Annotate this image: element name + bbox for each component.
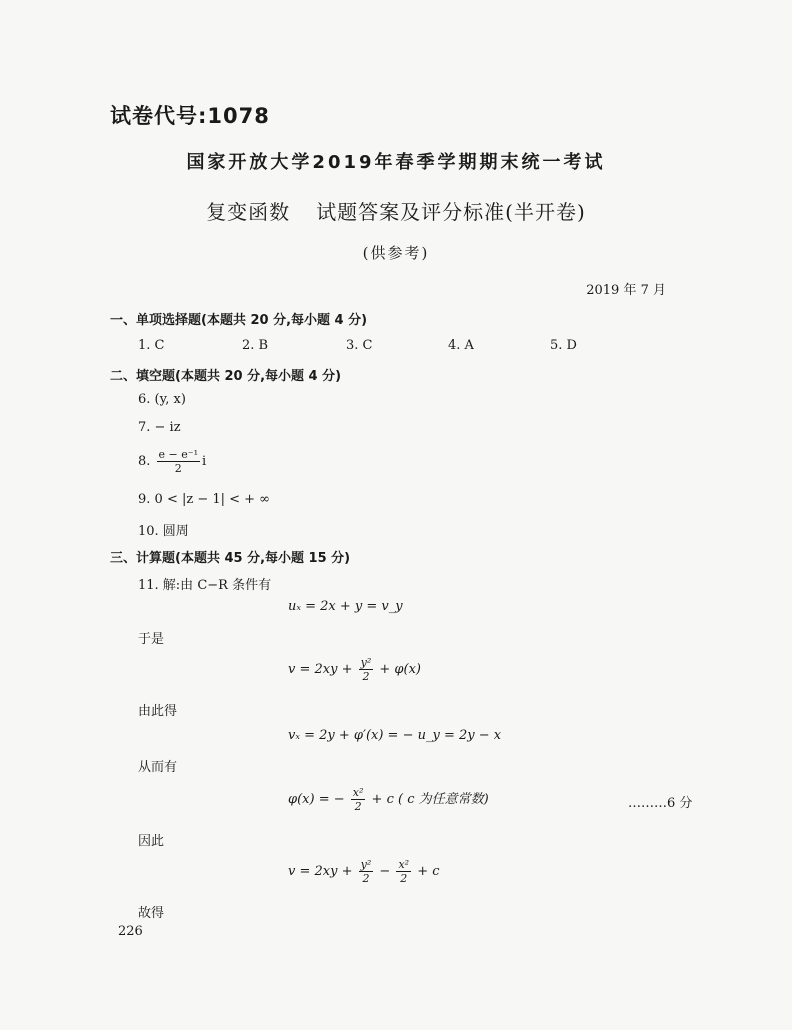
answer-8-label: 8. [138, 454, 151, 469]
answer-8 [138, 448, 206, 475]
equation-5-right: + c [417, 864, 440, 879]
answer-2: 2. B [242, 338, 269, 353]
fraction-denominator: 2 [174, 462, 182, 475]
equation-4-fraction [351, 786, 366, 813]
equation-4 [288, 786, 489, 813]
equation-2-left: v = 2xy + [288, 662, 353, 677]
answer-4: 4. A [448, 338, 474, 353]
text-yushi: 于是 [138, 632, 165, 647]
answer-9: 9. 0 < |z − 1| < + ∞ [138, 492, 271, 507]
equation-5-fraction-1 [359, 858, 374, 885]
equation-5-left: v = 2xy + [288, 864, 353, 879]
equation-3: vₓ = 2y + φ′(x) = − u_y = 2y − x [288, 728, 502, 743]
exam-code: 试卷代号:1078 [110, 104, 270, 128]
text-congeryou: 从而有 [138, 760, 178, 775]
fraction-denominator: 2 [362, 670, 370, 683]
fraction-numerator: y² [360, 858, 372, 871]
equation-1: uₓ = 2x + y = v_y [288, 599, 403, 614]
exam-title: 国家开放大学2019年春季学期期末统一考试 [186, 152, 606, 173]
reference-note: (供参考) [362, 244, 430, 262]
equation-5 [288, 858, 440, 885]
equation-4-right: + c ( c 为任意常数) [371, 792, 489, 807]
document-subtitle: 试题答案及评分标准(半开卷) [316, 200, 586, 224]
equation-4-left: φ(x) = − [288, 792, 345, 807]
answer-6: 6. (y, x) [138, 392, 186, 407]
equation-5-minus: − [379, 864, 391, 879]
fraction-denominator: 2 [400, 872, 408, 885]
fraction-numerator: x² [352, 786, 364, 799]
fraction-numerator: e − e⁻¹ [158, 448, 198, 461]
answer-5: 5. D [550, 338, 577, 353]
fraction-numerator: x² [398, 858, 410, 871]
score-note: ………6 分 [628, 796, 693, 811]
fraction-denominator: 2 [362, 872, 370, 885]
section-1-heading: 一、单项选择题(本题共 20 分,每小题 4 分) [110, 313, 368, 328]
equation-2-fraction [359, 656, 374, 683]
equation-2 [288, 656, 421, 683]
document-title [0, 196, 792, 225]
equation-2-right: + φ(x) [379, 662, 421, 677]
date: 2019 年 7 月 [586, 283, 666, 298]
equation-5-fraction-2 [396, 858, 411, 885]
course-name: 复变函数 [206, 200, 291, 224]
page-number: 226 [118, 924, 143, 939]
answer-11-intro: 11. 解:由 C−R 条件有 [138, 578, 272, 593]
text-youci: 由此得 [138, 704, 178, 719]
answer-3: 3. C [346, 338, 373, 353]
answer-7: 7. − iz [138, 420, 181, 435]
answer-10: 10. 圆周 [138, 524, 189, 539]
fraction-denominator: 2 [354, 800, 362, 813]
answer-8-tail: i [202, 454, 207, 469]
text-yinci: 因此 [138, 834, 165, 849]
fraction-numerator: y² [360, 656, 372, 669]
answer-1: 1. C [138, 338, 165, 353]
section-2-heading: 二、填空题(本题共 20 分,每小题 4 分) [110, 369, 342, 384]
answer-8-fraction [157, 448, 200, 475]
text-gude: 故得 [138, 906, 165, 921]
section-3-heading: 三、计算题(本题共 45 分,每小题 15 分) [110, 551, 351, 566]
